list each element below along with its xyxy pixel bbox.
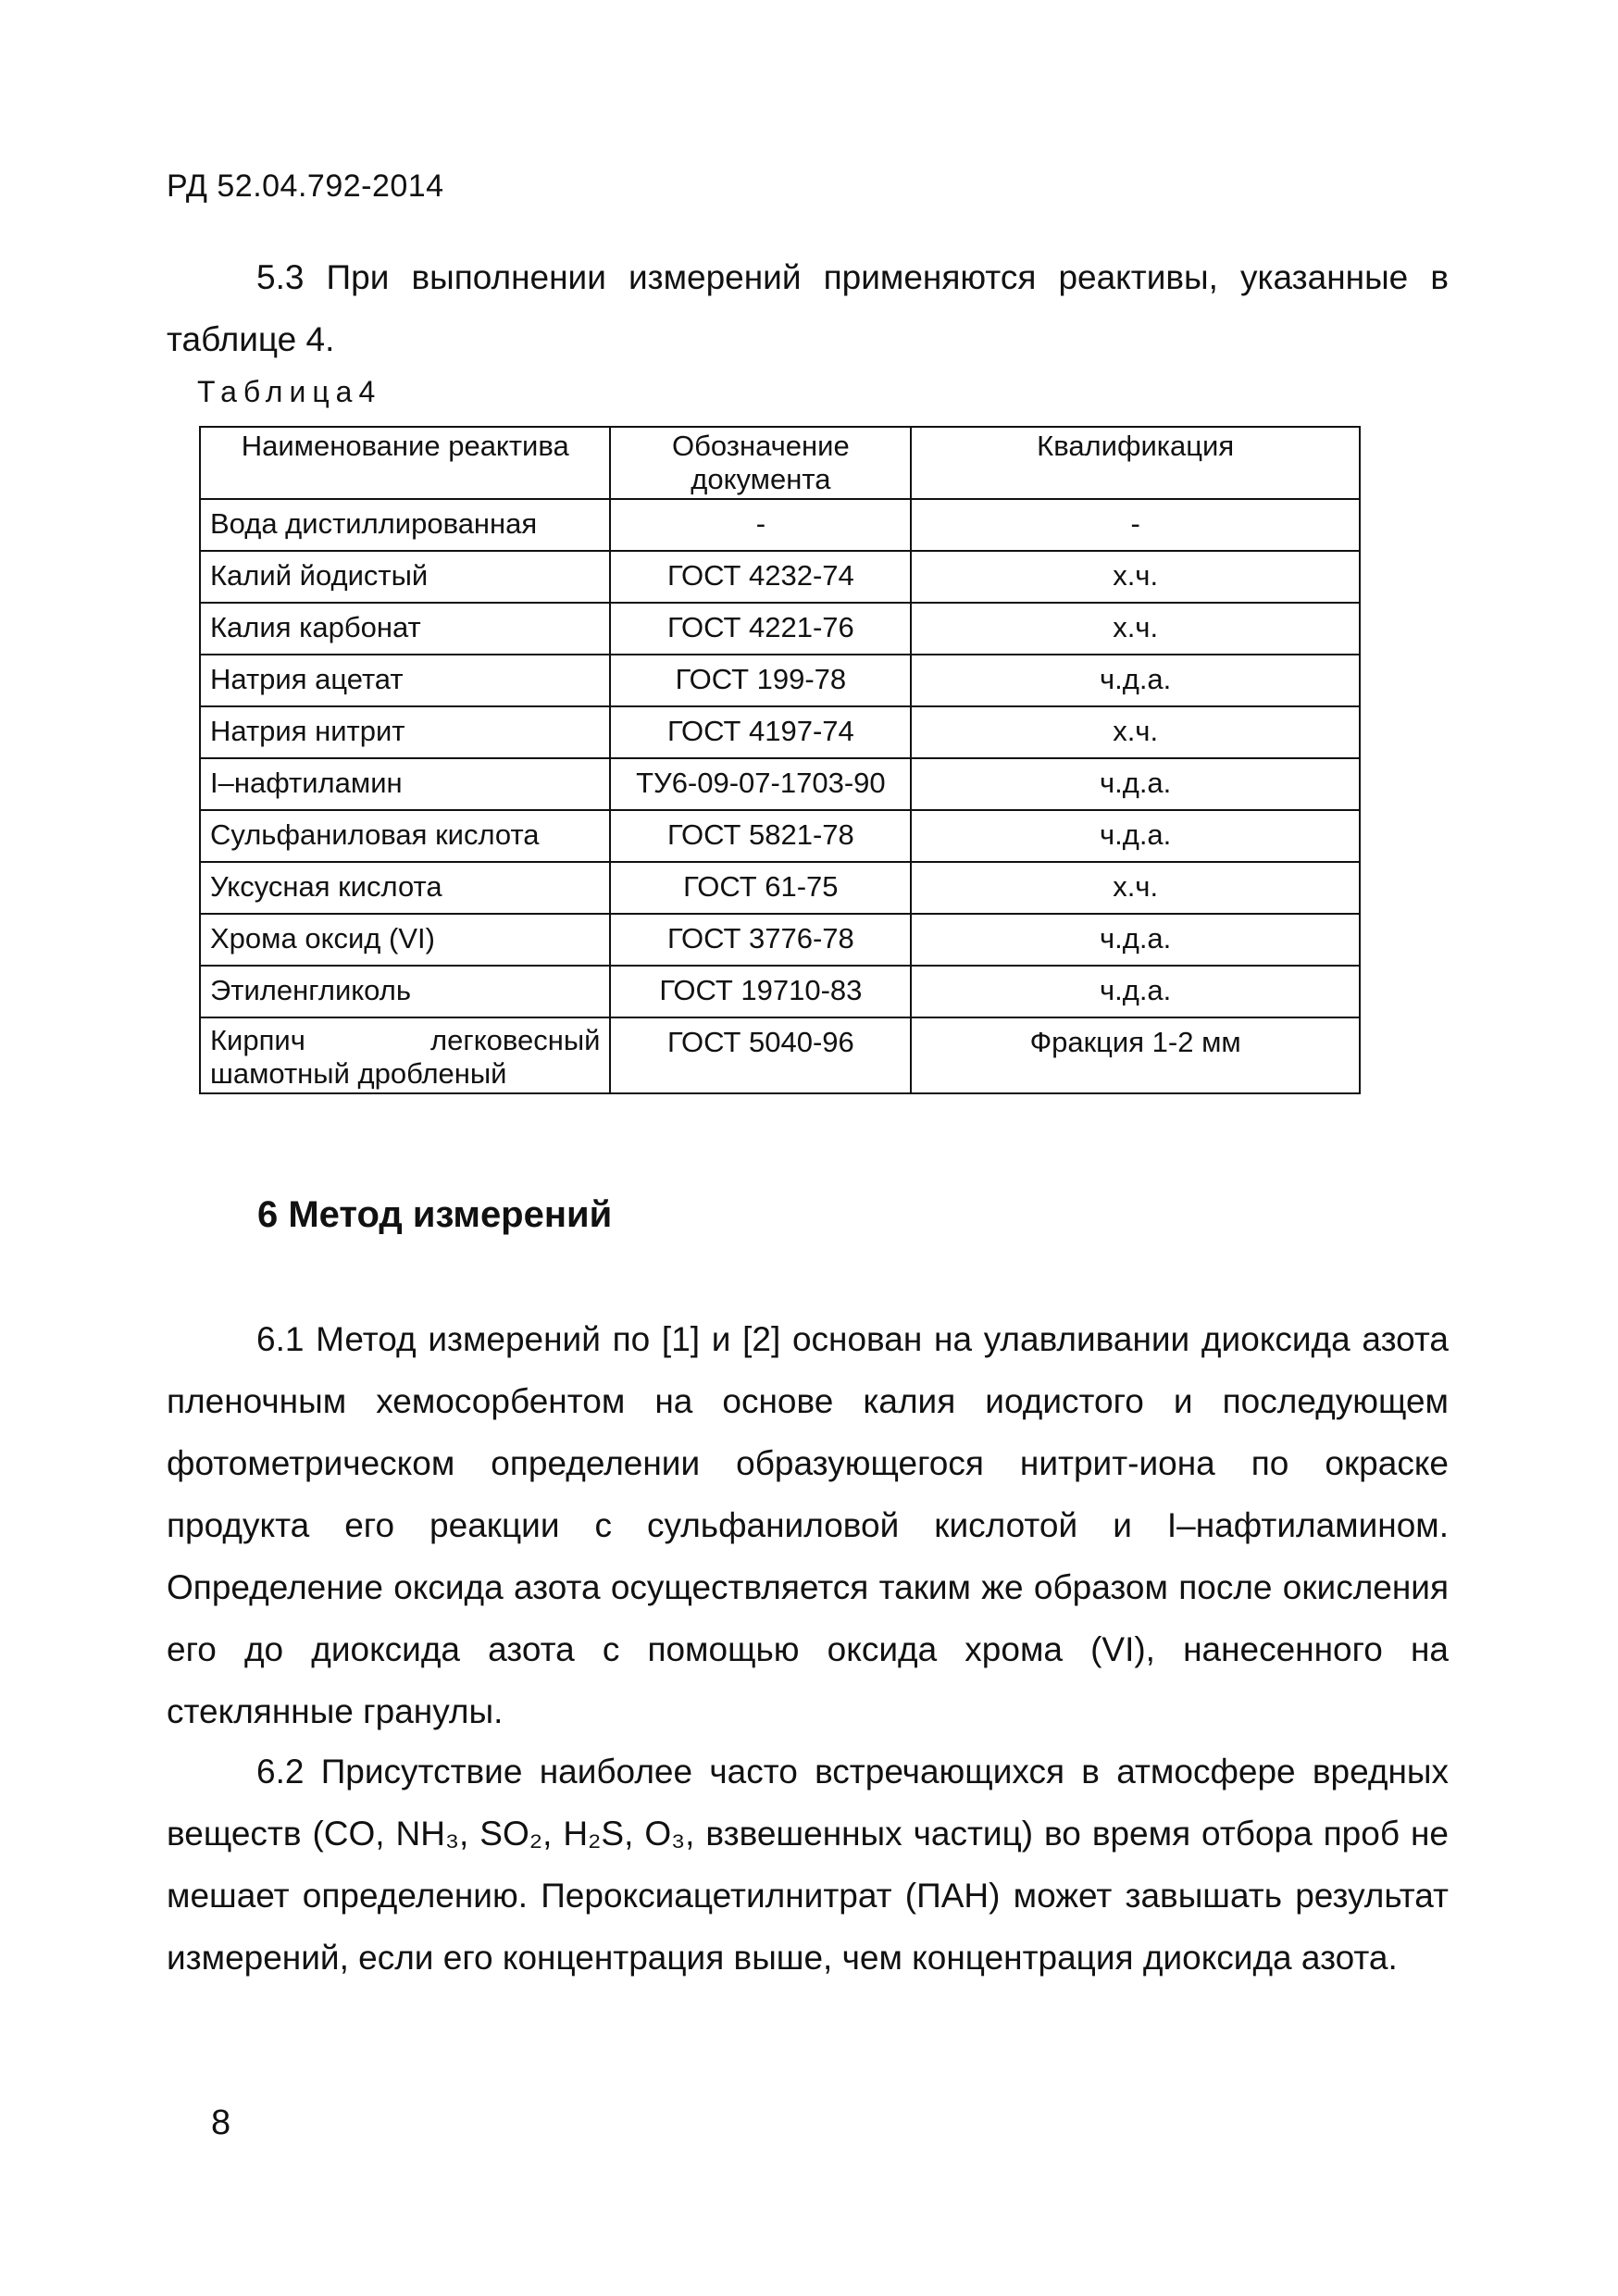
reagent-qualification: х.ч.	[911, 551, 1360, 603]
reagent-name: Сульфаниловая кислота	[200, 810, 610, 862]
header-reagent-name: Наименование реактива	[200, 427, 610, 499]
reagent-document: ГОСТ 3776-78	[610, 914, 911, 966]
reagent-name: Калия карбонат	[200, 603, 610, 655]
reagent-document: ГОСТ 5040-96	[610, 1017, 911, 1093]
table-row	[200, 499, 1360, 551]
table-header-row	[200, 427, 1360, 499]
reagent-name: Натрия ацетат	[200, 655, 610, 706]
reagent-document: ГОСТ 4221-76	[610, 603, 911, 655]
table-caption: Таблица4	[197, 375, 382, 408]
document-code: РД 52.04.792-2014	[167, 168, 444, 204]
paragraph-6-1-text: 6.1 Метод измерений по [1] и [2] основан на улавливании диоксида азота пленочным хемосорбентом на основе калия иодистого и последующем фотометрическом определении образующегося нитрит-иона по окраске продукта его реакции с сульфаниловой кислотой и I–нафтиламином. Определение оксида азота осуществляется таким же образом после окисления его до диоксида азота с помощью оксида хрома (VI), нанесенного на стеклянные гранулы.	[167, 1320, 1449, 1730]
reagent-document: -	[610, 499, 911, 551]
reagent-document: ГОСТ 61-75	[610, 862, 911, 914]
table-row	[200, 966, 1360, 1017]
reagent-qualification: х.ч.	[911, 706, 1360, 758]
table-row	[200, 810, 1360, 862]
reagent-document: ГОСТ 199-78	[610, 655, 911, 706]
reagent-document: ГОСТ 19710-83	[610, 966, 911, 1017]
header-qualification: Квалификация	[911, 427, 1360, 499]
paragraph-5-3	[167, 246, 1449, 370]
reagent-name: Хрома оксид (VI)	[200, 914, 610, 966]
table-row	[200, 1017, 1360, 1093]
table-row	[200, 551, 1360, 603]
reagent-document: ГОСТ 4232-74	[610, 551, 911, 603]
paragraph-6-2	[167, 1741, 1449, 1989]
reagent-qualification: -	[911, 499, 1360, 551]
reagent-document: ГОСТ 4197-74	[610, 706, 911, 758]
reagent-qualification: х.ч.	[911, 862, 1360, 914]
page-number: 8	[211, 2103, 231, 2142]
reagent-document: ГОСТ 5821-78	[610, 810, 911, 862]
reagent-qualification: ч.д.а.	[911, 758, 1360, 810]
reagent-name: Вода дистиллированная	[200, 499, 610, 551]
reagent-qualification: ч.д.а.	[911, 966, 1360, 1017]
reagent-name: Калий йодистый	[200, 551, 610, 603]
paragraph-6-2-text: 6.2 Присутствие наиболее часто встречающихся в атмосфере вредных веществ (CO, NH₃, SO₂, H₂S, O₃, взвешенных частиц) во время отбора проб не мешает определению. Пероксиацетилнитрат (ПАН) может завышать результат измерений, если его концентрация выше, чем концентрация диоксида азота.	[167, 1753, 1449, 1977]
reagent-qualification: ч.д.а.	[911, 655, 1360, 706]
table-row	[200, 914, 1360, 966]
table-row	[200, 603, 1360, 655]
paragraph-6-1	[167, 1308, 1449, 1742]
reagent-qualification: х.ч.	[911, 603, 1360, 655]
reagent-document: ТУ6-09-07-1703-90	[610, 758, 911, 810]
reagent-name: Натрия нитрит	[200, 706, 610, 758]
table-row	[200, 862, 1360, 914]
table-row	[200, 758, 1360, 810]
header-document: Обозначение документа	[610, 427, 911, 499]
table-row	[200, 706, 1360, 758]
table-row	[200, 655, 1360, 706]
reagents-table	[199, 426, 1361, 1094]
paragraph-5-3-text: 5.3 При выполнении измерений применяются реактивы, указанные в таблице 4.	[167, 258, 1449, 358]
reagent-name: Этиленгликоль	[200, 966, 610, 1017]
reagent-qualification: ч.д.а.	[911, 810, 1360, 862]
reagent-qualification: ч.д.а.	[911, 914, 1360, 966]
section-title: 6 Метод измерений	[257, 1194, 613, 1235]
reagent-qualification: Фракция 1-2 мм	[911, 1017, 1360, 1093]
reagent-name: Уксусная кислота	[200, 862, 610, 914]
reagent-name: Кирпич легковесный шамотный дробленый	[200, 1017, 610, 1093]
reagent-name: I–нафтиламин	[200, 758, 610, 810]
